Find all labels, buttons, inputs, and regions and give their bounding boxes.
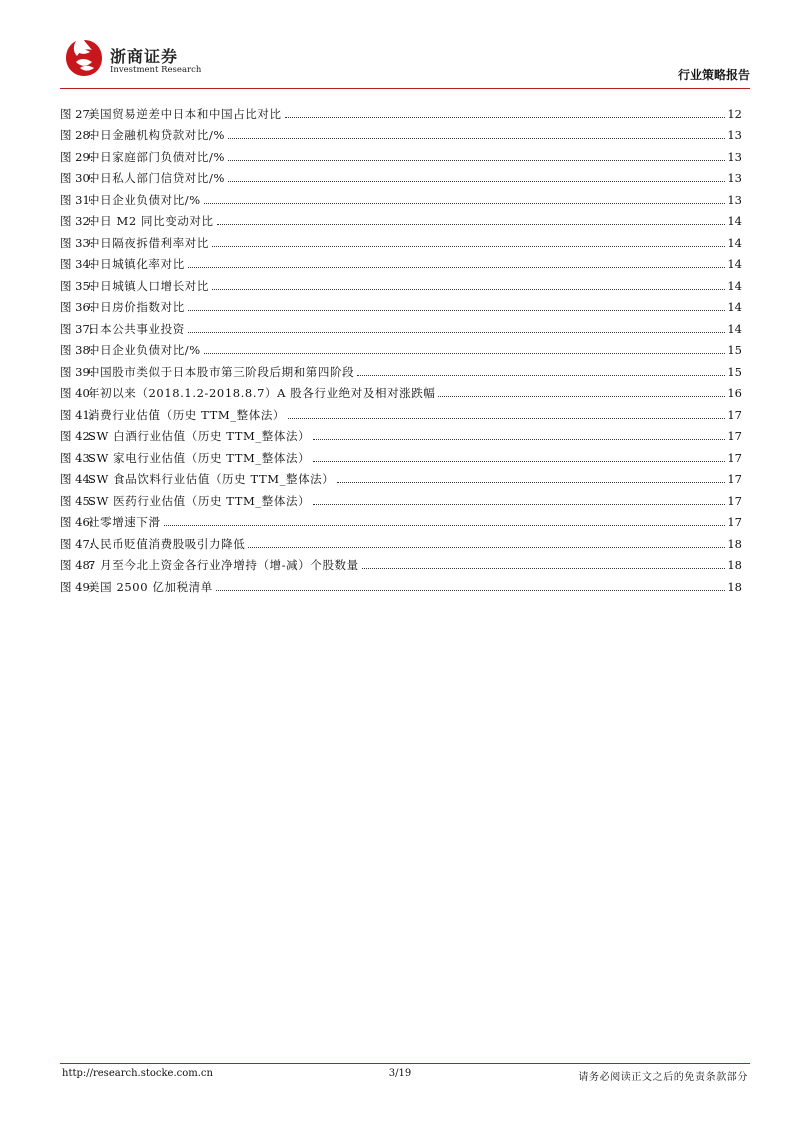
toc-entry-label: 图 46: <box>60 515 94 529</box>
toc-leader-dots <box>248 547 725 548</box>
toc-entry-label: 图 34: <box>60 257 94 271</box>
toc-entry-label: 图 30: <box>60 171 94 185</box>
brand-name-cn: 浙商证券 <box>110 47 179 66</box>
toc-entry-page: 16 <box>727 386 742 400</box>
toc-entry-title[interactable]: 中日金融机构贷款对比/% <box>88 128 226 142</box>
toc-entry-label: 图 41: <box>60 407 94 422</box>
toc-entry-page: 14 <box>727 235 742 250</box>
toc-entry[interactable] <box>60 529 742 551</box>
toc-entry-page: 13 <box>727 192 742 207</box>
toc-entry-page: 17 <box>727 493 742 508</box>
toc-entry-page: 17 <box>727 450 742 465</box>
toc-entry[interactable] <box>60 271 742 293</box>
toc-entry-title[interactable]: 中日隔夜拆借利率对比 <box>88 235 209 250</box>
toc-entry[interactable] <box>60 572 742 594</box>
toc-entry[interactable] <box>60 185 742 207</box>
toc-entry-title[interactable]: 中日城镇化率对比 <box>88 257 185 271</box>
toc-entry-page: 14 <box>727 321 742 336</box>
brand-name-en: Investment Research <box>110 65 202 75</box>
toc-entry-label: 图 38: <box>60 343 94 357</box>
toc-entry-page: 13 <box>727 128 742 142</box>
toc-leader-dots <box>212 289 725 290</box>
toc-entry-title[interactable]: 美国贸易逆差中日本和中国占比对比 <box>88 106 282 121</box>
toc-entry-label: 图 37: <box>60 321 94 336</box>
toc-entry-title[interactable]: SW 食品饮料行业估值（历史 TTM_整体法） <box>88 472 335 486</box>
toc-leader-dots <box>313 504 725 505</box>
toc-entry-page: 12 <box>727 106 742 121</box>
figure-list <box>60 99 742 594</box>
toc-entry-page: 18 <box>727 579 742 594</box>
toc-entry-page: 17 <box>727 407 742 422</box>
toc-entry-label: 图 29: <box>60 149 94 164</box>
toc-entry-label: 图 48: <box>60 558 94 572</box>
toc-entry[interactable] <box>60 357 742 379</box>
toc-entry-page: 15 <box>727 343 742 357</box>
toc-leader-dots <box>204 353 726 354</box>
toc-leader-dots <box>337 482 725 483</box>
toc-entry-label: 图 49: <box>60 579 94 594</box>
toc-entry-title[interactable]: 中日 M2 同比变动对比 <box>88 214 214 228</box>
toc-entry[interactable] <box>60 400 742 422</box>
toc-entry-title[interactable]: 中日城镇人口增长对比 <box>88 278 209 293</box>
toc-entry-page: 17 <box>727 429 742 443</box>
toc-entry-page: 14 <box>727 278 742 293</box>
toc-entry-title[interactable]: 7 月至今北上资金各行业净增持（增-减）个股数量 <box>88 558 359 572</box>
toc-entry-label: 图 40: <box>60 386 94 400</box>
toc-entry-title[interactable]: SW 白酒行业估值（历史 TTM_整体法） <box>88 429 311 443</box>
toc-leader-dots <box>228 138 725 139</box>
toc-entry-page: 18 <box>727 558 742 572</box>
toc-entry-label: 图 33: <box>60 235 94 250</box>
toc-leader-dots <box>228 160 725 161</box>
toc-entry-page: 13 <box>727 171 742 185</box>
toc-leader-dots <box>357 375 725 376</box>
toc-entry-page: 14 <box>727 214 742 228</box>
toc-entry-title[interactable]: 中国股市类似于日本股市第三阶段后期和第四阶段 <box>88 364 355 379</box>
toc-leader-dots <box>217 224 726 225</box>
brand-logo-icon <box>64 38 104 78</box>
toc-entry-label: 图 43: <box>60 450 94 465</box>
toc-entry-title[interactable]: 美国 2500 亿加税清单 <box>88 579 213 594</box>
report-type-label: 行业策略报告 <box>677 68 750 82</box>
toc-entry-label: 图 45: <box>60 493 94 508</box>
toc-entry[interactable] <box>60 465 742 487</box>
footer-disclaimer: 请务必阅读正文之后的免责条款部分 <box>578 1072 748 1083</box>
toc-entry-label: 图 39: <box>60 364 94 379</box>
toc-entry-label: 图 32: <box>60 214 94 228</box>
toc-entry-label: 图 31: <box>60 192 94 207</box>
toc-entry[interactable] <box>60 486 742 508</box>
toc-entry-label: 图 28: <box>60 128 94 142</box>
toc-entry[interactable] <box>60 293 742 315</box>
toc-entry[interactable] <box>60 121 742 143</box>
toc-leader-dots <box>288 418 725 419</box>
toc-entry-title[interactable]: 中日企业负债对比/% <box>88 343 201 357</box>
toc-entry[interactable] <box>60 164 742 186</box>
toc-entry-page: 15 <box>727 364 742 379</box>
toc-leader-dots <box>188 332 726 333</box>
toc-entry-label: 图 27: <box>60 106 94 121</box>
toc-leader-dots <box>313 461 725 462</box>
toc-leader-dots <box>285 117 726 118</box>
page-header <box>60 36 750 88</box>
page-number: 3/19 <box>388 1068 412 1079</box>
toc-entry-label: 图 42: <box>60 429 94 443</box>
toc-entry-label: 图 35: <box>60 278 94 293</box>
toc-entry-title[interactable]: 社零增速下滑 <box>88 515 161 529</box>
toc-leader-dots <box>188 267 726 268</box>
toc-entry[interactable] <box>60 422 742 444</box>
toc-entry-label: 图 36: <box>60 300 94 314</box>
toc-entry[interactable] <box>60 443 742 465</box>
toc-entry-page: 18 <box>727 536 742 551</box>
toc-leader-dots <box>313 439 725 440</box>
toc-entry-page: 17 <box>727 515 742 529</box>
toc-entry-title[interactable]: 年初以来（2018.1.2-2018.8.7）A 股各行业绝对及相对涨跌幅 <box>88 386 436 400</box>
toc-entry-label: 图 44: <box>60 472 94 486</box>
toc-entry-title[interactable]: SW 医药行业估值（历史 TTM_整体法） <box>88 493 311 508</box>
toc-entry[interactable] <box>60 250 742 272</box>
toc-leader-dots <box>164 525 726 526</box>
toc-entry[interactable] <box>60 142 742 164</box>
toc-entry-title[interactable]: 日本公共事业投资 <box>88 321 185 336</box>
toc-entry[interactable] <box>60 379 742 401</box>
toc-entry-page: 14 <box>727 300 742 314</box>
toc-entry-title[interactable]: 消费行业估值（历史 TTM_整体法） <box>88 407 286 422</box>
footer-divider <box>60 1063 750 1064</box>
toc-entry[interactable] <box>60 228 742 250</box>
toc-leader-dots <box>212 246 725 247</box>
toc-entry[interactable] <box>60 336 742 358</box>
toc-entry-title[interactable]: 人民币贬值消费股吸引力降低 <box>88 536 246 551</box>
brand-logo <box>64 38 224 80</box>
toc-entry-title[interactable]: SW 家电行业估值（历史 TTM_整体法） <box>88 450 311 465</box>
toc-leader-dots <box>438 396 725 397</box>
toc-entry[interactable] <box>60 314 742 336</box>
toc-entry[interactable] <box>60 99 742 121</box>
toc-leader-dots <box>216 590 725 591</box>
toc-entry[interactable] <box>60 551 742 573</box>
toc-leader-dots <box>188 310 726 311</box>
toc-leader-dots <box>228 181 725 182</box>
toc-entry-title[interactable]: 中日家庭部门负债对比/% <box>88 149 226 164</box>
footer-url[interactable]: http://research.stocke.com.cn <box>62 1068 213 1079</box>
toc-entry-page: 14 <box>727 257 742 271</box>
toc-entry-title[interactable]: 中日企业负债对比/% <box>88 192 201 207</box>
toc-entry-label: 图 47: <box>60 536 94 551</box>
toc-entry[interactable] <box>60 207 742 229</box>
toc-entry-title[interactable]: 中日房价指数对比 <box>88 300 185 314</box>
toc-entry-title[interactable]: 中日私人部门信贷对比/% <box>88 171 226 185</box>
toc-leader-dots <box>362 568 726 569</box>
toc-leader-dots <box>204 203 726 204</box>
header-divider <box>60 88 750 89</box>
toc-entry[interactable] <box>60 508 742 530</box>
toc-entry-page: 13 <box>727 149 742 164</box>
toc-entry-page: 17 <box>727 472 742 486</box>
